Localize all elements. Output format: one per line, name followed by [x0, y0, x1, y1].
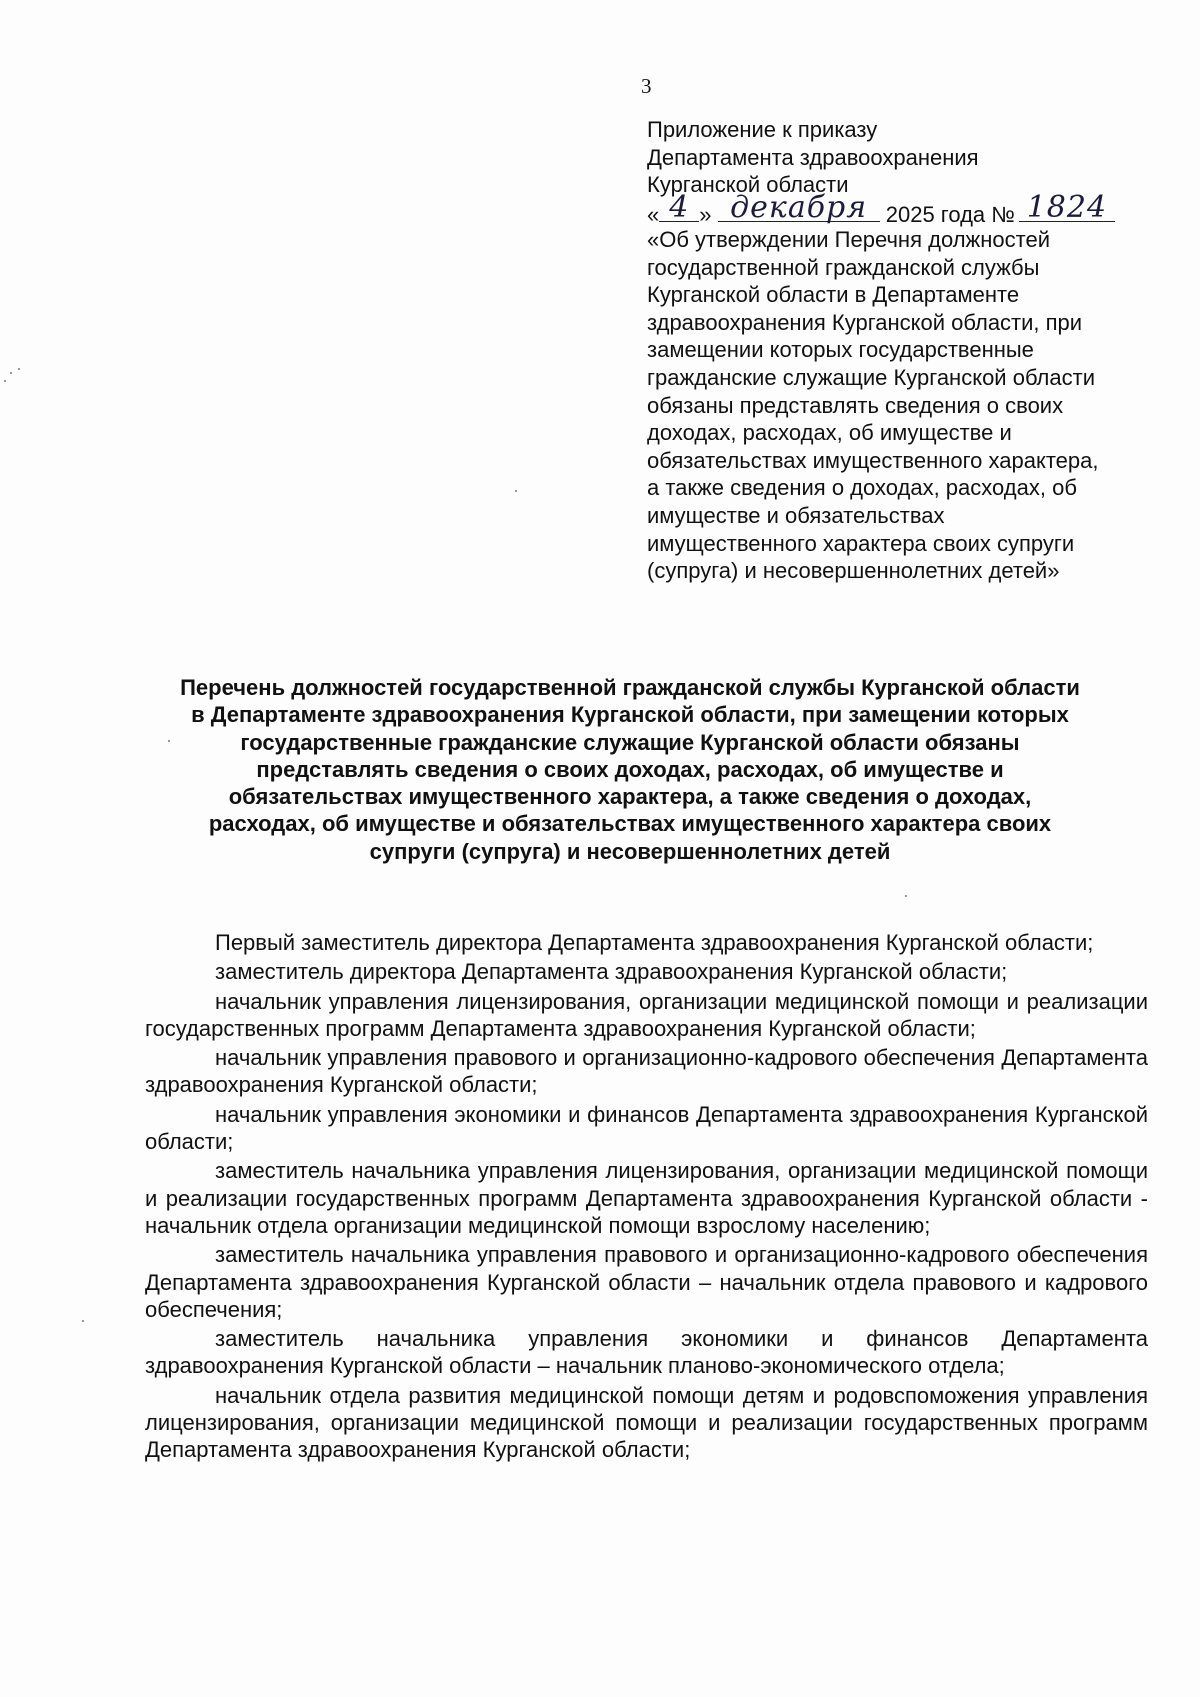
order-subject-line: государственной гражданской службы: [647, 254, 1040, 280]
scan-speck: [10, 372, 12, 374]
order-subject-line: обязательствах имущественного характера,: [647, 447, 1099, 473]
position-item: начальник отдела развития медицинской помощи детям и родовспоможения управления лицензирования, организации медицинской помощи и реализации государственных программ Департамента здравоохранения Курганской области;: [145, 1382, 1148, 1463]
scan-speck: [515, 490, 517, 492]
year-and-number-label: 2025 года №: [885, 201, 1015, 227]
document-title: [130, 674, 1130, 865]
position-item: начальник управления лицензирования, организации медицинской помощи и реализации государственных программ Департамента здравоохранения Курганской области;: [145, 988, 1148, 1041]
order-subject-line: имущественного характера своих супруги: [647, 530, 1075, 556]
position-item: заместитель начальника управления лицензирования, организации медицинской помощи и реализации государственных программ Департамента здравоохранения Курганской области - начальник отдела организации медицинской помощи взрослому населению;: [145, 1158, 1148, 1238]
day-blank: [659, 189, 699, 225]
scan-speck: [168, 740, 170, 742]
title-line: Перечень должностей государственной гражданской службы Курганской области: [180, 675, 1080, 700]
position-item: начальник управления экономики и финансов Департамента здравоохранения Курганской области;: [145, 1101, 1148, 1155]
title-line: представлять сведения о своих доходах, расходах, об имуществе и: [256, 756, 1004, 782]
title-line: супруги (супруга) и несовершеннолетних детей: [369, 838, 891, 864]
order-subject-line: замещении которых государственные: [647, 337, 1034, 363]
handwritten-month: декабря: [730, 189, 868, 225]
title-line: государственные гражданские служащие Курганской области обязаны: [240, 729, 1020, 755]
order-subject-line: доходах, расходах, об имуществе и: [647, 420, 1012, 446]
position-item: заместитель начальника управления правового и организационно-кадрового обеспечения Департамента здравоохранения Курганской области – начальник отдела правового и кадрового обеспечения;: [145, 1242, 1148, 1322]
position-item: начальник управления правового и организационно-кадрового обеспечения Департамента здравоохранения Курганской области;: [145, 1045, 1148, 1098]
order-subject-line: а также сведения о доходах, расходах, об: [647, 475, 1077, 501]
order-date-line: [647, 189, 1167, 227]
order-subject-line: здравоохранения Курганской области, при: [647, 309, 1083, 335]
appendix-line: Курганской области: [647, 172, 849, 197]
month-blank: [718, 189, 880, 225]
title-line: расходах, об имуществе и обязательствах имущественного характера своих: [208, 811, 1052, 837]
handwritten-order-number: 1824: [1026, 189, 1108, 225]
handwritten-day: 4: [669, 189, 690, 225]
page-number: 3: [641, 74, 652, 98]
position-item: Первый заместитель директора Департамента здравоохранения Курганской области;: [215, 930, 1094, 955]
appendix-header: [647, 116, 1167, 585]
order-subject-line: Курганской области в Департаменте: [647, 282, 1020, 308]
appendix-line: Департамента здравоохранения: [647, 144, 979, 170]
order-subject-line: (супруга) и несовершеннолетних детей»: [647, 558, 1060, 584]
title-line: обязательствах имущественного характера, а также сведения о доходах,: [228, 784, 1032, 810]
order-subject-line: имуществе и обязательствах: [647, 502, 945, 528]
order-subject-line: «Об утверждении Перечня должностей: [647, 227, 1050, 252]
title-line: в Департаменте здравоохранения Курганской области, при замещении которых: [191, 702, 1069, 728]
scan-speck: [18, 368, 20, 370]
scan-speck: [4, 380, 6, 382]
order-subject-line: обязаны представлять сведения о своих: [647, 392, 1064, 418]
positions-list: [145, 929, 1148, 1466]
scan-speck: [82, 1320, 84, 1322]
date-open-quote: «: [647, 201, 660, 227]
position-item: заместитель директора Департамента здравоохранения Курганской области;: [215, 959, 1008, 985]
number-blank: [1019, 189, 1115, 225]
appendix-line: Приложение к приказу: [647, 117, 878, 142]
order-subject: [647, 226, 1167, 585]
scan-speck: [905, 895, 907, 897]
position-item: заместитель начальника управления экономики и финансов Департамента здравоохранения Курганской области – начальник планово-экономического отдела;: [145, 1326, 1148, 1379]
order-subject-line: гражданские служащие Курганской области: [647, 364, 1095, 390]
date-close-quote: »: [699, 201, 712, 227]
